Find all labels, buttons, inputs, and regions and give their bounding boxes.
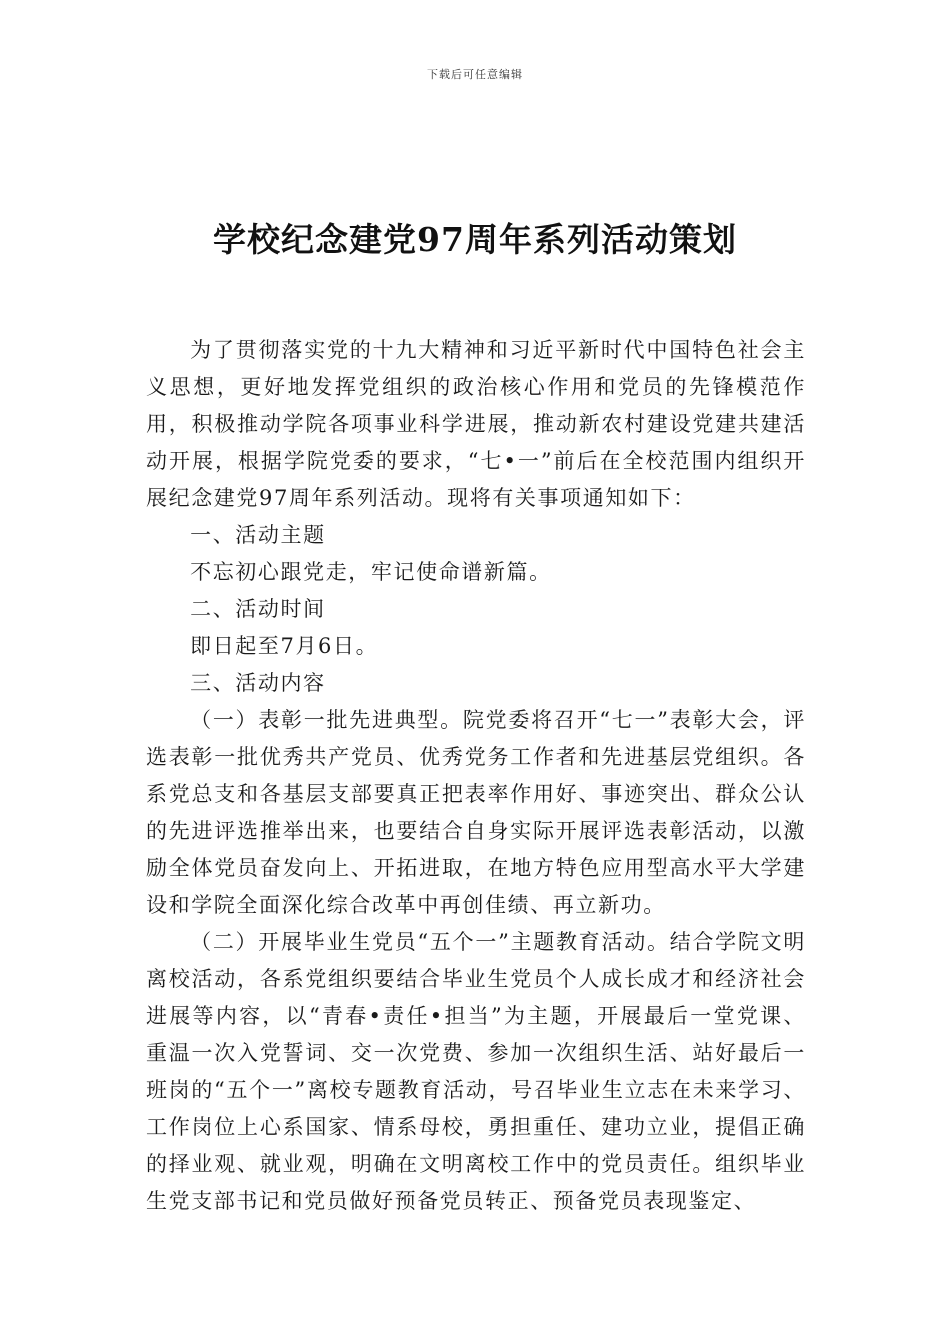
section-heading-time: 二、活动时间: [190, 597, 326, 621]
content-item-2: （二）开展毕业生党员“五个一”主题教育活动。结合学院文明离校活动，各系党组织要结合毕业生党员个人成长成才和经济社会进展等内容，以“青春•责任•担当”为主题，开展最后一堂党课、重温一次入党誓词、交一次党费、参加一次组织生活、站好最后一班岗的“五个一”离校专题教育活动，号召毕业生立志在未来学习、工作岗位上心系国家、情系母校，勇担重任、建功立业，提倡正确的择业观、就业观，明确在文明离校工作中的党员责任。组织毕业生党支部书记和党员做好预备党员转正、预备党员表现鉴定、: [146, 930, 806, 1213]
section-heading-content: 三、活动内容: [190, 671, 326, 695]
section-heading-theme: 一、活动主题: [190, 523, 326, 547]
theme-paragraph: 不忘初心跟党走，牢记使命谱新篇。: [190, 560, 552, 584]
time-paragraph: 即日起至7月6日。: [190, 634, 379, 658]
intro-paragraph: 为了贯彻落实党的十九大精神和习近平新时代中国特色社会主义思想，更好地发挥党组织的政治核心作用和党员的先锋模范作用，积极推动学院各项事业科学进展，推动新农村建设党建共建活动开展，根据学院党委的要求，“七•一”前后在全校范围内组织开展纪念建党97周年系列活动。现将有关事项通知如下：: [146, 338, 806, 510]
header-note: 下载后可任意编辑: [427, 68, 523, 81]
document-title: 学校纪念建党97周年系列活动策划: [213, 220, 737, 259]
document-body: [146, 332, 806, 1220]
content-item-1: （一）表彰一批先进典型。院党委将召开“七一”表彰大会，评选表彰一批优秀共产党员、优秀党务工作者和先进基层党组织。各系党总支和各基层支部要真正把表率作用好、事迹突出、群众公认的先进评选推举出来，也要结合自身实际开展评选表彰活动，以激励全体党员奋发向上、开拓进取，在地方特色应用型高水平大学建设和学院全面深化综合改革中再创佳绩、再立新功。: [146, 708, 806, 917]
